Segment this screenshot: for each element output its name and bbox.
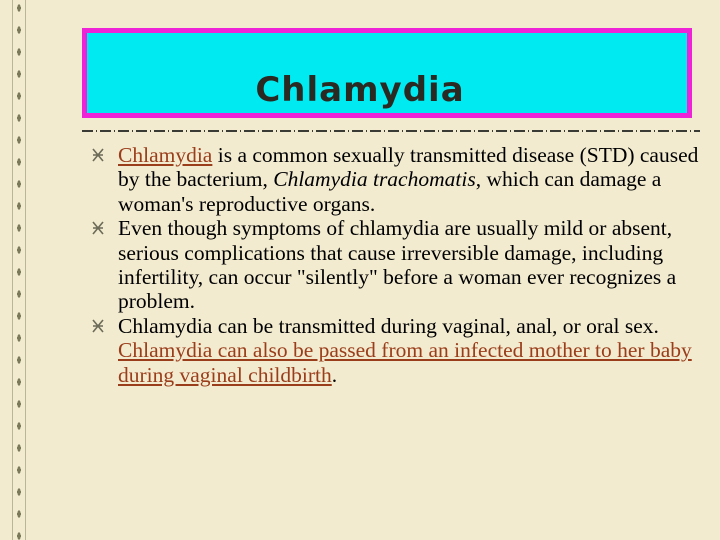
asterisk-bullet-icon — [92, 221, 104, 235]
bullet-1-text-end: , which can damage a woman's reproductive organs. — [118, 167, 662, 216]
bullet-3-text-end: . — [331, 362, 338, 387]
chlamydia-link[interactable]: Chlamydia — [118, 143, 213, 167]
transmission-link[interactable]: Chlamydia can also be passed from an infected mother to her baby during vaginal childbirth — [118, 338, 692, 387]
bullet-item-2 — [118, 216, 700, 314]
bullet-item-1 — [118, 143, 700, 216]
asterisk-bullet-icon — [92, 319, 104, 333]
bullet-2-text: Even though symptoms of chlamydia are usually mild or absent, serious complications that cause irreversible damage, including infertility, can occur "silently" before a woman ever recognizes a problem. — [118, 216, 677, 314]
bullet-list — [118, 143, 700, 387]
bullet-1-text: is a common sexually transmitted disease (STD) caused by the bacterium, — [118, 143, 699, 192]
title-divider — [82, 127, 700, 135]
slide-title: Chlamydia — [255, 70, 465, 110]
bullet-item-3 — [118, 314, 700, 387]
bullet-3-text: Chlamydia can be transmitted during vaginal, anal, or oral sex. — [118, 313, 659, 338]
asterisk-bullet-icon — [92, 148, 104, 162]
bullet-1-italic: Chlamydia trachomatis — [273, 167, 476, 192]
